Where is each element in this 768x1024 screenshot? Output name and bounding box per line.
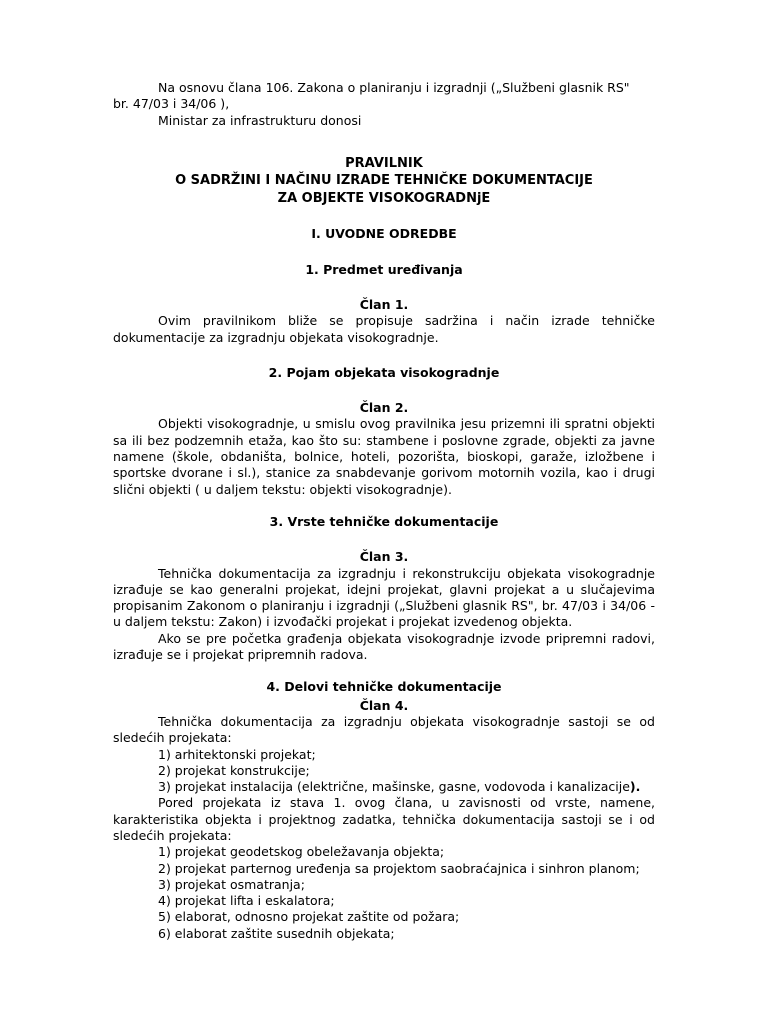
article-heading: Član 2. <box>359 400 409 416</box>
list-item: 2) projekat parternog uređenja sa projektom saobraćajnica i sinhron planom; <box>158 860 640 876</box>
list-item: 6) elaborat zaštite susednih objekata; <box>158 925 395 941</box>
section-heading: 2. Pojam objekata visokogradnje <box>268 364 500 380</box>
section-heading: 3. Vrste tehničke dokumentacije <box>269 513 499 529</box>
document-title <box>113 155 655 208</box>
list-item-text: 3) projekat instalacija (električne, mašinske, gasne, vodovoda i kanalizacije <box>158 779 630 795</box>
intro-line-1: Na osnovu člana 106. Zakona o planiranju i izgradnji („Službeni glasnik RS" <box>158 80 630 95</box>
section-heading: 4. Delovi tehničke dokumentacije <box>266 679 502 695</box>
intro-line-2: br. 47/03 i 34/06 ), <box>113 96 230 112</box>
title-line-3: ZA OBJEKTE VISOKOGRADNjE <box>277 190 491 206</box>
title-line-1: PRAVILNIK <box>345 155 423 171</box>
list-item: 5) elaborat, odnosno projekat zaštite od požara; <box>158 909 460 925</box>
article-paragraph: Tehnička dokumentacija za izgradnju objekata visokogradnje sastoji se od sledećih projekata: <box>113 713 655 746</box>
article-heading: Član 1. <box>359 296 409 312</box>
article-heading: Član 3. <box>359 549 409 565</box>
chapter-heading: I. UVODNE ODREDBE <box>311 226 457 242</box>
article-paragraph: Tehnička dokumentacija za izgradnju i rekonstrukciju objekata visokogradnje izrađuje se kao generalni projekat, idejni projekat, glavni projekat a u slučajevima propisanim Zakonom o planiranju i izgradnji („Službeni glasnik RS", br. 47/03 i 34/06 - u daljem tekstu: Zakon) i izvođački projekat i projekat izvedenog objekta. <box>113 565 655 630</box>
list-item <box>113 779 655 795</box>
intro-line-3: Ministar za infrastrukturu donosi <box>158 112 362 128</box>
article-paragraph: Ako se pre početka građenja objekata visokogradnje izvode pripremni radovi, izrađuje se i projekat pripremnih radova. <box>113 630 655 663</box>
title-line-2: O SADRŽINI I NAČINU IZRADE TEHNIČKE DOKUMENTACIJE <box>175 173 593 189</box>
list-item: 2) projekat konstrukcije; <box>158 762 310 778</box>
list-item-close-bracket: ). <box>629 779 641 795</box>
article-paragraph: Objekti visokogradnje, u smislu ovog pravilnika jesu prizemni ili spratni objekti sa ili bez podzemnih etaža, kao što su: stambene i poslovne zgrade, objekti za javne namene (škole, obdaništa, bolnice, hoteli, pozorišta, bioskopi, garaže, izložbene i sportske dvorane i sl.), stanice za snabdevanje gorivom motornih vozila, kao i drugi slični objekti ( u daljem tekstu: objekti visokogradnje). <box>113 416 655 497</box>
article-heading: Član 4. <box>359 697 409 713</box>
article-paragraph: Pored projekata iz stava 1. ovog člana, u zavisnosti od vrste, namene, karakteristika objekta i projektnog zadatka, tehnička dokumentacija sastoji se i od sledećih projekata: <box>113 795 655 843</box>
list-item: 4) projekat lifta i eskalatora; <box>158 893 335 909</box>
list-item: 3) projekat osmatranja; <box>158 876 305 892</box>
list-item: 1) projekat geodetskog obeležavanja objekta; <box>158 844 445 860</box>
article-paragraph: Ovim pravilnikom bliže se propisuje sadržina i način izrade tehničke dokumentacije za izgradnju objekata visokogradnje. <box>113 313 655 345</box>
document-body <box>113 80 655 942</box>
section-heading: 1. Predmet uređivanja <box>305 261 463 277</box>
list-item: 1) arhitektonski projekat; <box>158 746 316 762</box>
